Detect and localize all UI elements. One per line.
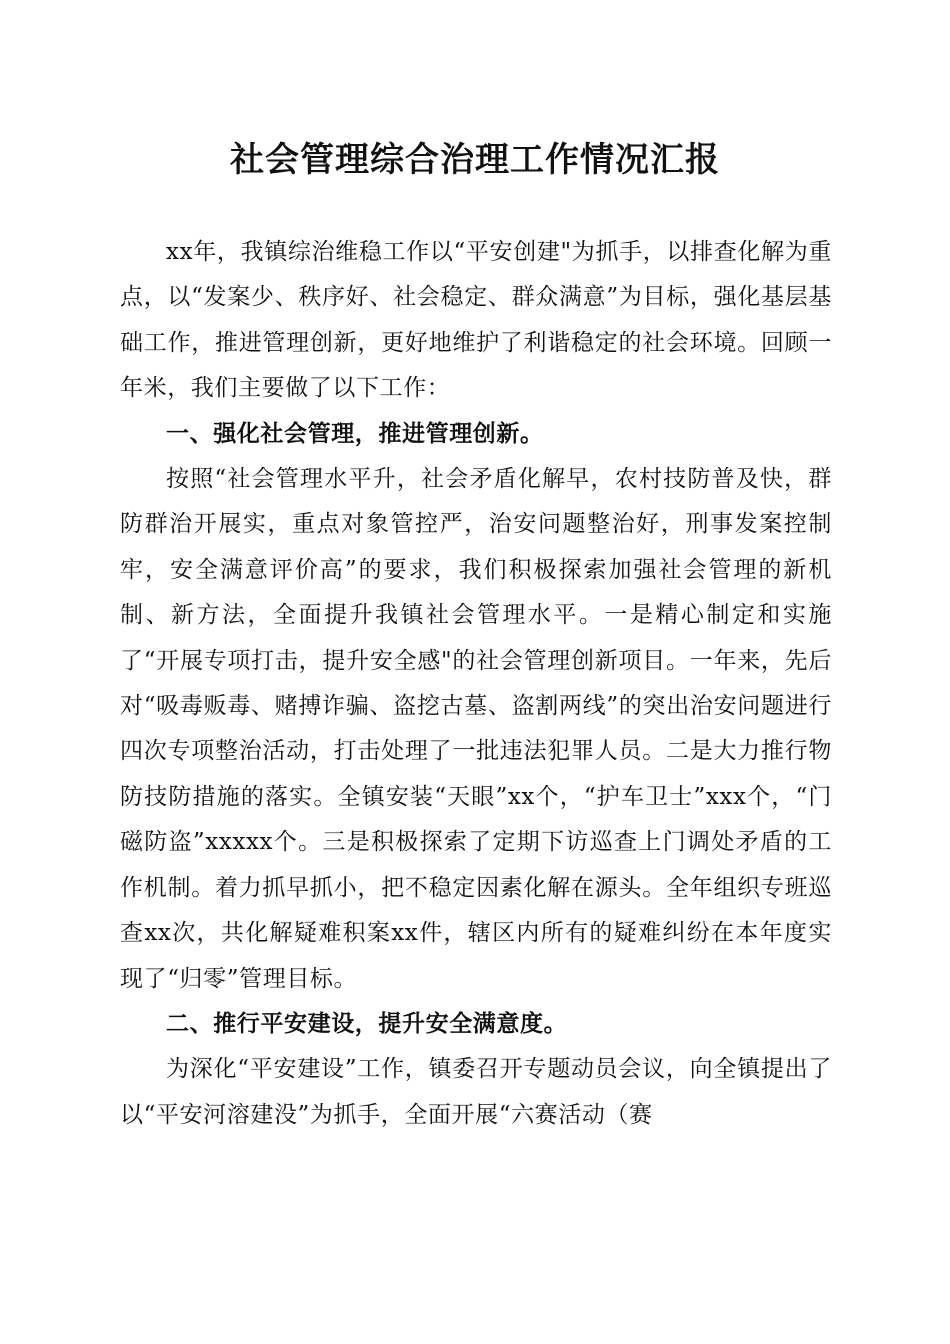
document-title: 社会管理综合治理工作情况汇报 <box>230 140 720 180</box>
section-1-paragraph: 按照“社会管理水平升，社会矛盾化解早，农村技防普及快，群防群治开展实，重点对象管控严，治安问题整治好，刑事发案控制牢，安全满意评价高”的要求，我们积极探索加强社会管理的新机制、新方法，全面提升我镇社会管理水平。一是精心制定和实施了“开展专项打击，提升安全感"的社会管理创新项目。一年来，先后对“吸毒贩毒、赌搏诈骗、盗挖古墓、盗割两线”的突出治安问题进行四次专项整治活动，打击处理了一批违法犯罪人员。二是大力推行物防技防措施的落实。全镇安装“天眼”xx个，“护车卫士”xxx个，“门磁防盗”xxxxx个。三是积极探索了定期下访巡查上门调处矛盾的工作机制。着力抓早抓小，把不稳定因素化解在源头。全年组织专班巡查xx次，共化解疑难积案xx件，辖区内所有的疑难纠纷在本年度实现了“归零”管理目标。 <box>120 466 832 992</box>
section-2-heading: 二、推行平安建设，提升安全满意度。 <box>166 1010 568 1037</box>
intro-paragraph: xx年，我镇综治维稳工作以“平安创建"为抓手，以排查化解为重点，以“发案少、秩序好、社会稳定、群众满意”为目标，强化基层基础工作，推进管理创新，更好地维护了利谐稳定的社会环境。回顾一年米，我们主要做了以下工作： <box>120 239 832 402</box>
section-1-heading: 一、强化社会管理，推进管理创新。 <box>166 420 544 447</box>
document-body <box>120 230 832 1138</box>
section-2-paragraph: 为深化“平安建设”工作，镇委召开专题动员会议，向全镇提出了以“平安河溶建没”为抓手，全面开展“六赛活动（赛 <box>120 1056 832 1128</box>
